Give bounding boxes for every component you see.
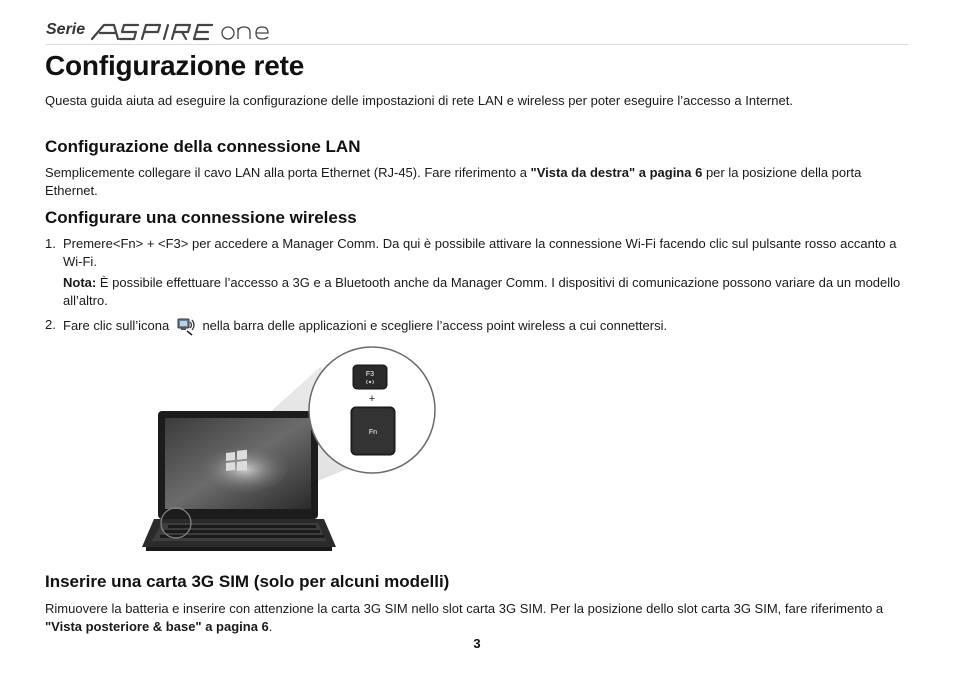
sim-text-after: . bbox=[268, 619, 273, 634]
key-f3-label: F3 bbox=[365, 371, 375, 378]
keyboard-keys bbox=[160, 525, 324, 538]
step2-text-before: Fare clic sull’icona bbox=[63, 318, 173, 333]
header-divider bbox=[46, 44, 908, 45]
lan-page-reference-link[interactable]: "Vista da destra" a pagina 6 bbox=[530, 165, 703, 180]
step-number: 2. bbox=[45, 317, 56, 332]
netbook-fn-f3-illustration bbox=[140, 345, 440, 555]
page-title: Configurazione rete bbox=[45, 50, 305, 81]
list-item-step-1 bbox=[45, 235, 915, 271]
section-heading-wireless: Configurare una connessione wireless bbox=[45, 208, 357, 227]
section-heading-sim: Inserire una carta 3G SIM (solo per alcuni modelli) bbox=[45, 572, 450, 591]
key-fn-label: Fn bbox=[368, 429, 378, 436]
laptop-bottom-edge bbox=[146, 547, 332, 551]
wireless-network-tray-icon bbox=[175, 316, 197, 336]
step-text: Premere<Fn> + <F3> per accedere a Manager Comm. Da qui è possibile attivare la connessione Wi-Fi facendo clic sul pulsante rosso accanto a Wi-Fi. bbox=[63, 236, 897, 269]
sim-text-before: Rimuovere la batteria e inserire con attenzione la carta 3G SIM nello slot carta 3G SIM. Per la posizione dello slot carta 3G SIM, fare riferimento a bbox=[45, 601, 884, 616]
note-label: Nota: bbox=[63, 275, 97, 290]
lan-paragraph bbox=[45, 164, 915, 200]
note-paragraph bbox=[63, 274, 915, 310]
section-heading-lan: Configurazione della connessione LAN bbox=[45, 137, 361, 156]
plus-sign: + bbox=[368, 393, 376, 405]
step-text bbox=[45, 316, 915, 336]
intro-paragraph: Questa guida aiuta ad eseguire la configurazione delle impostazioni di rete LAN e wireless per poter eseguire l’accesso a Internet. bbox=[45, 93, 793, 108]
page-number: 3 bbox=[473, 636, 481, 651]
sim-page-reference-link[interactable]: "Vista posteriore & base" a pagina 6 bbox=[45, 619, 269, 634]
series-label: Serie bbox=[46, 21, 86, 38]
page-header bbox=[46, 18, 286, 44]
step2-text-after: nella barra delle applicazioni e scegliere l’access point wireless a cui connettersi. bbox=[198, 318, 668, 333]
lan-text-before: Semplicemente collegare il cavo LAN alla porta Ethernet (RJ-45). Fare riferimento a bbox=[45, 165, 531, 180]
lan-text-after: per la posizione della porta Ethernet. bbox=[45, 165, 862, 198]
aspire-one-logo bbox=[90, 22, 280, 42]
sim-paragraph bbox=[45, 600, 915, 636]
step-number: 1. bbox=[45, 236, 56, 251]
note-text: È possibile effettuare l’accesso a 3G e a Bluetooth anche da Manager Comm. I dispositivi di comunicazione possono variare da un modello all’altro. bbox=[63, 275, 901, 308]
list-item-step-2 bbox=[45, 316, 915, 336]
